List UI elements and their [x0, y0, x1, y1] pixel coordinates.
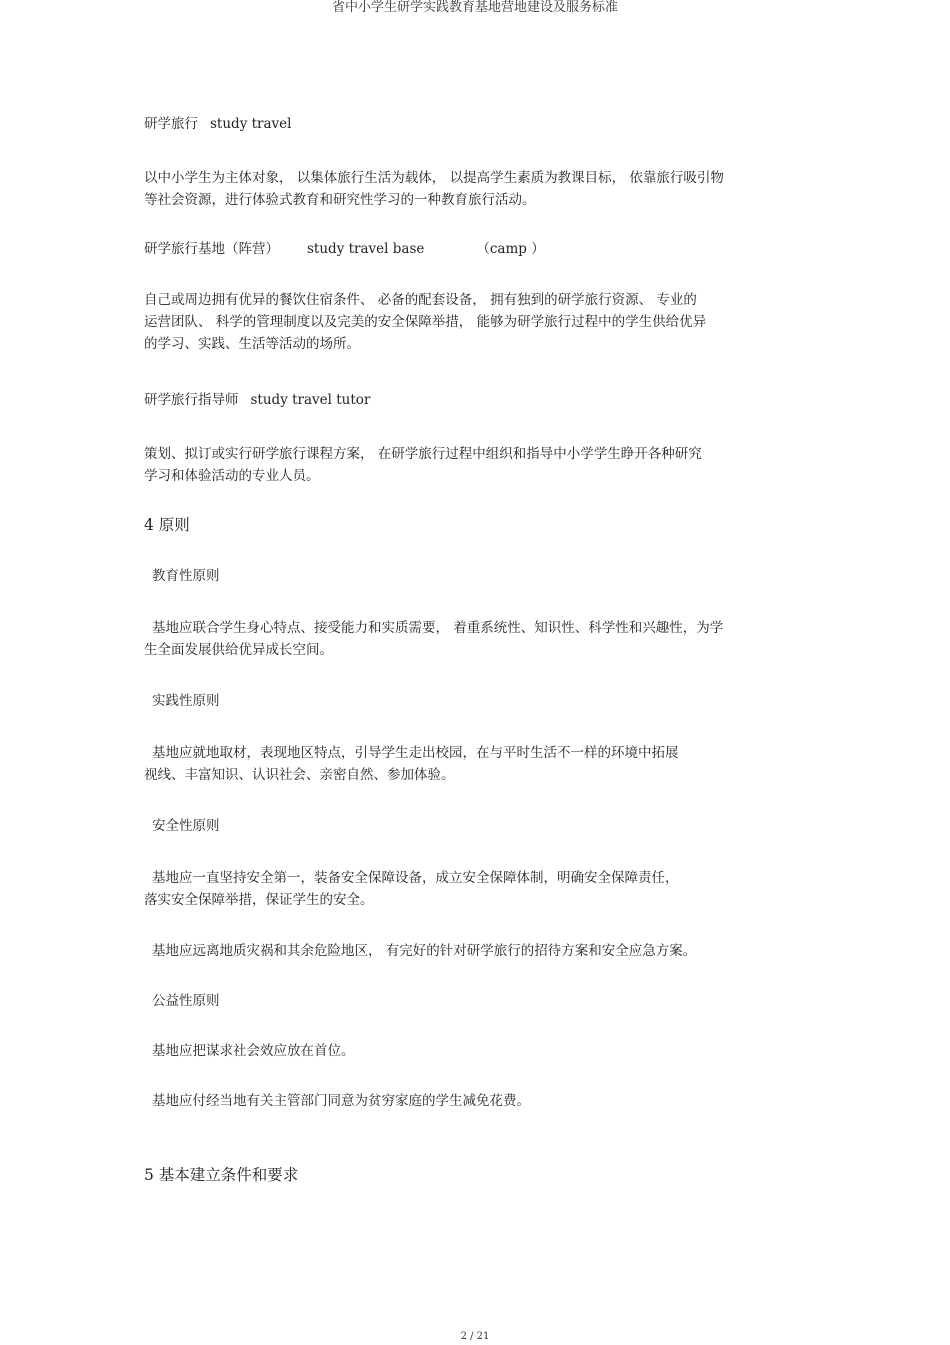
term-cn: 研学旅行基地（阵营） — [144, 241, 279, 257]
paragraph-line: 基地应一直坚持安全第一，装备安全保障设备，成立安全保障体制，明确安全保障责任， — [152, 870, 679, 886]
term-study-travel — [144, 113, 291, 135]
paragraph-line: 视线、丰富知识、认识社会、亲密自然、参加体验。 — [144, 767, 455, 783]
paragraph-safety-2: 基地应远离地质灾祸和其余危险地区， 有完好的针对研学旅行的招待方案和安全应急方案。 — [152, 943, 697, 959]
definition-line: 策划、拟订或实行研学旅行课程方案， 在研学旅行过程中组织和指导中小学学生睁开各种研究 — [144, 446, 702, 462]
term-en: study travel — [210, 116, 292, 132]
definition-line: 等社会资源，进行体验式教育和研究性学习的一种教育旅行活动。 — [144, 192, 536, 208]
paragraph-practice — [144, 742, 679, 786]
subsection-title-public: 公益性原则 — [152, 993, 220, 1009]
subsection-title-education: 教育性原则 — [152, 568, 220, 584]
definition-study-travel — [144, 167, 724, 211]
subsection-title-practice: 实践性原则 — [152, 693, 220, 709]
definition-line: 以中小学生为主体对象， 以集体旅行生活为载体， 以提高学生素质为教课目标， 依靠旅行吸引物 — [144, 170, 724, 186]
paragraph-line: 基地应联合学生身心特点、接受能力和实质需要， 着重系统性、知识性、科学性和兴趣性，为学 — [152, 620, 724, 636]
section-heading-5: 5 基本建立条件和要求 — [144, 1166, 299, 1184]
term-en: study travel tutor — [250, 392, 371, 408]
term-en-camp: （camp ） — [476, 241, 545, 257]
paragraph-line: 落实安全保障举措，保证学生的安全。 — [144, 892, 374, 908]
document-title: 省中小学生研学实践教育基地营地建设及服务标准 — [331, 0, 618, 15]
definition-line: 自己或周边拥有优异的餐饮住宿条件、 必备的配套设备， 拥有独到的研学旅行资源、 专业的 — [144, 292, 697, 308]
term-study-travel-base — [144, 238, 545, 260]
term-en: study travel base — [307, 241, 425, 257]
paragraph-public-1: 基地应把谋求社会效应放在首位。 — [152, 1043, 355, 1059]
term-study-travel-tutor — [144, 389, 370, 411]
paragraph-line: 生全面发展供给优异成长空间。 — [144, 642, 333, 658]
page-header — [0, 0, 950, 16]
definition-line: 运营团队、 科学的管理制度以及完美的安全保障举措， 能够为研学旅行过程中的学生供给优异 — [144, 314, 707, 330]
term-cn: 研学旅行指导师 — [144, 392, 239, 408]
definition-study-travel-tutor — [144, 443, 702, 487]
paragraph-line: 基地应就地取材，表现地区特点，引导学生走出校园，在与平时生活不一样的环境中拓展 — [152, 745, 679, 761]
paragraph-public-2: 基地应付经当地有关主管部门同意为贫穷家庭的学生减免花费。 — [152, 1093, 530, 1109]
definition-line: 学习和体验活动的专业人员。 — [144, 468, 320, 484]
definition-line: 的学习、实践、生活等活动的场所。 — [144, 336, 360, 352]
definition-study-travel-base — [144, 289, 706, 355]
page-number: 2 / 21 — [460, 1331, 490, 1342]
subsection-title-safety: 安全性原则 — [152, 818, 220, 834]
paragraph-education — [144, 617, 723, 661]
term-cn: 研学旅行 — [144, 116, 198, 132]
section-heading-4: 4 原则 — [144, 516, 190, 534]
paragraph-safety — [144, 867, 679, 911]
